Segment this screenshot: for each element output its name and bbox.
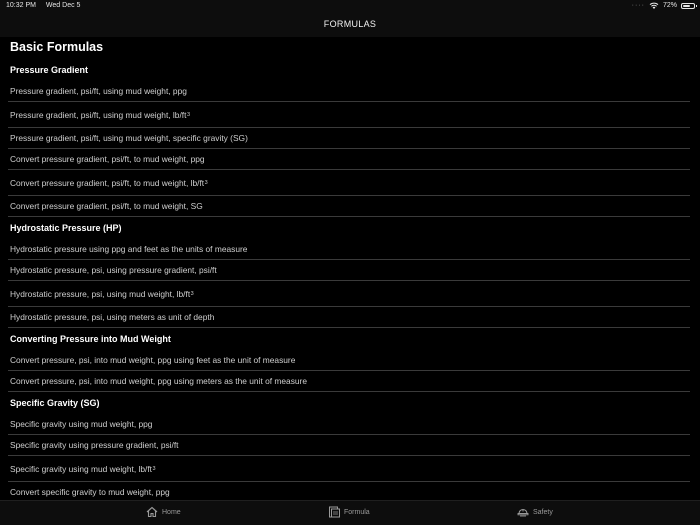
formula-item-label: Convert pressure, psi, into mud weight, ppg using feet as the unit of measure — [10, 355, 296, 365]
formula-list-item[interactable] — [8, 371, 690, 392]
unit-exponent: 3 — [152, 465, 156, 472]
formula-item-label: Specific gravity using mud weight, ppg — [10, 419, 153, 429]
formula-item-label: Hydrostatic pressure, psi, using meters as unit of depth — [10, 312, 215, 322]
section-header: Pressure Gradient — [10, 65, 89, 75]
tab-home[interactable] — [146, 506, 181, 518]
formula-item-label: Pressure gradient, psi/ft, using mud weight, lb/ft — [10, 109, 187, 120]
formula-list-item[interactable] — [8, 149, 690, 170]
formula-list-item[interactable] — [8, 128, 690, 149]
formula-item-label: Specific gravity using pressure gradient, psi/ft — [10, 440, 179, 450]
formula-list-item[interactable] — [8, 260, 690, 281]
formula-list-view[interactable] — [0, 37, 700, 500]
battery-percent: 72% — [662, 2, 677, 9]
tab-safety-label: Safety — [533, 508, 553, 516]
cellular-signal-icon: ···· — [631, 2, 645, 9]
wifi-icon — [649, 2, 659, 9]
formula-list-item[interactable] — [8, 456, 690, 482]
formula-list-item[interactable] — [8, 170, 690, 196]
battery-icon — [681, 3, 695, 9]
formula-item-label: Convert specific gravity to mud weight, ppg — [10, 487, 170, 497]
formula-list-item[interactable] — [8, 414, 690, 435]
formula-item-label: Convert pressure gradient, psi/ft, to mud weight, lb/ft — [10, 177, 205, 188]
safety-icon — [517, 506, 529, 518]
unit-exponent: 3 — [204, 179, 208, 186]
formula-item-label: Pressure gradient, psi/ft, using mud weight, ppg — [10, 86, 187, 96]
formula-item-label: Hydrostatic pressure using ppg and feet as the units of measure — [10, 244, 248, 254]
home-icon — [146, 506, 158, 518]
formula-list-item[interactable] — [8, 482, 690, 500]
formula-item-label: Hydrostatic pressure, psi, using mud weight, lb/ft — [10, 288, 191, 299]
status-time: 10:32 PM — [6, 2, 36, 9]
tab-formula[interactable] — [328, 506, 370, 518]
formula-item-label: Pressure gradient, psi/ft, using mud weight, specific gravity (SG) — [10, 133, 248, 143]
formula-list-item[interactable] — [8, 307, 690, 328]
formula-list-item[interactable] — [8, 239, 690, 260]
navigation-bar — [0, 12, 700, 37]
formula-item-label: Convert pressure gradient, psi/ft, to mud weight, SG — [10, 201, 203, 211]
formula-list-item[interactable] — [8, 81, 690, 102]
formula-item-label: Convert pressure, psi, into mud weight, ppg using meters as the unit of measure — [10, 376, 307, 386]
formula-list-item[interactable] — [8, 350, 690, 371]
formula-icon — [328, 506, 340, 518]
tab-home-label: Home — [162, 508, 181, 516]
unit-exponent: 3 — [186, 111, 190, 118]
unit-exponent: 3 — [190, 290, 194, 297]
status-bar — [0, 0, 700, 12]
nav-title: FORMULAS — [323, 19, 377, 29]
tab-bar — [0, 500, 700, 525]
section-header: Converting Pressure into Mud Weight — [10, 334, 171, 344]
formula-item-label: Hydrostatic pressure, psi, using pressure gradient, psi/ft — [10, 265, 217, 275]
section-header: Hydrostatic Pressure (HP) — [10, 223, 122, 233]
tab-formula-label: Formula — [344, 508, 370, 516]
formula-item-label: Specific gravity using mud weight, lb/ft — [10, 463, 152, 474]
formula-list-item[interactable] — [8, 102, 690, 128]
formula-list-item[interactable] — [8, 435, 690, 456]
section-header: Specific Gravity (SG) — [10, 398, 100, 408]
status-date: Wed Dec 5 — [45, 2, 81, 9]
formula-list — [0, 59, 700, 500]
formula-list-item[interactable] — [8, 281, 690, 307]
formula-item-label: Convert pressure gradient, psi/ft, to mud weight, ppg — [10, 154, 205, 164]
page-title: Basic Formulas — [10, 40, 104, 54]
tab-safety[interactable] — [517, 506, 553, 518]
formula-list-item[interactable] — [8, 196, 690, 217]
